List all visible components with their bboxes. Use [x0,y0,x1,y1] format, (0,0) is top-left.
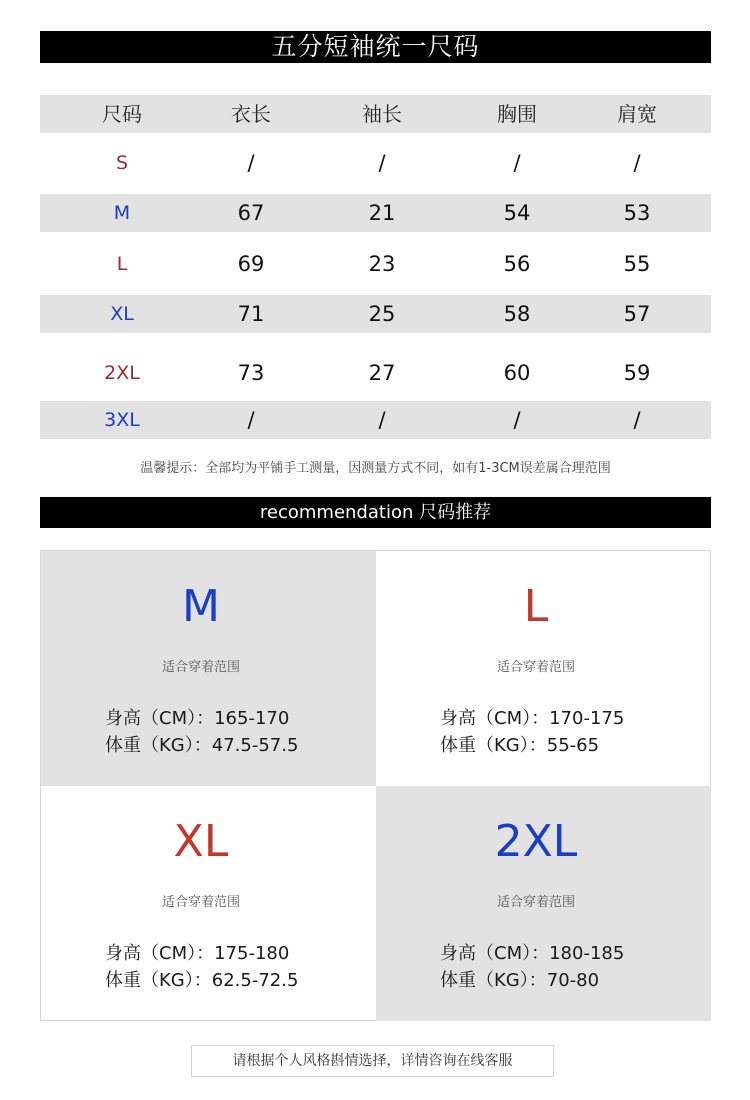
chest-value: / [513,151,521,175]
header-sleeve: 袖长 [362,102,402,126]
recommend-grid [40,550,711,1021]
sleeve-value: 27 [368,361,396,385]
recommend-card-m [41,551,376,786]
recommend-card-xl [41,786,376,1021]
size-label: M [113,202,131,224]
sleeve-value: 25 [368,302,396,326]
size-label: XL [110,303,134,325]
shoulder-value: 57 [623,302,651,326]
height-range: 身高（CM）：165-170 [105,708,290,729]
recommend-size: 2XL [494,816,578,867]
fit-range-label: 适合穿着范围 [496,895,575,910]
chest-value: 60 [503,361,531,385]
height-range: 身高（CM）：170-175 [440,708,625,729]
recommend-size: XL [173,816,229,867]
length-value: 69 [237,252,265,276]
table-row [40,401,711,439]
chest-value: / [513,408,521,432]
recommend-card-2xl [376,786,711,1021]
shoulder-value: / [633,408,641,432]
chest-value: 56 [503,252,531,276]
weight-range: 体重（KG）：70-80 [440,970,600,991]
shoulder-value: 55 [623,252,651,276]
weight-range: 体重（KG）：47.5-57.5 [105,735,299,756]
table-row [40,295,711,333]
recommend-size: M [182,581,220,632]
weight-range: 体重（KG）：62.5-72.5 [105,970,299,991]
height-range: 身高（CM）：175-180 [105,943,290,964]
size-label: S [115,152,129,174]
length-value: / [247,151,255,175]
fit-range-label: 适合穿着范围 [496,660,575,675]
table-row [40,245,711,283]
measurement-note: 温馨提示：全部均为平铺手工测量，因测量方式不同，如有1-3CM误差属合理范围 [140,461,611,476]
recommend-card-l [376,551,711,786]
table-row [40,194,711,232]
size-label: 3XL [104,409,140,431]
shoulder-value: / [633,151,641,175]
chest-value: 54 [503,201,531,225]
header-length: 衣长 [231,102,271,126]
fit-range-label: 适合穿着范围 [161,895,240,910]
recommend-size: L [523,581,549,632]
table-row [40,144,711,182]
header-size: 尺码 [102,102,142,126]
length-value: 71 [237,302,265,326]
size-label: L [116,253,128,275]
length-value: 67 [237,201,265,225]
sleeve-value: / [378,408,386,432]
shoulder-value: 53 [623,201,651,225]
chest-value: 58 [503,302,531,326]
table-row [40,354,711,392]
sleeve-value: 21 [368,201,396,225]
recommend-title: recommendation 尺码推荐 [40,497,711,528]
header-chest: 胸围 [497,102,537,126]
page-title: 五分短袖统一尺码 [40,31,711,63]
table-header-row [40,95,711,133]
length-value: / [247,408,255,432]
size-label: 2XL [104,362,140,384]
weight-range: 体重（KG）：55-65 [440,735,600,756]
sleeve-value: 23 [368,252,396,276]
height-range: 身高（CM）：180-185 [440,943,625,964]
length-value: 73 [237,361,265,385]
fit-range-label: 适合穿着范围 [161,660,240,675]
shoulder-value: 59 [623,361,651,385]
footer-note: 请根据个人风格斟情选择，详情咨询在线客服 [191,1045,554,1077]
header-shoulder: 肩宽 [617,102,657,126]
sleeve-value: / [378,151,386,175]
